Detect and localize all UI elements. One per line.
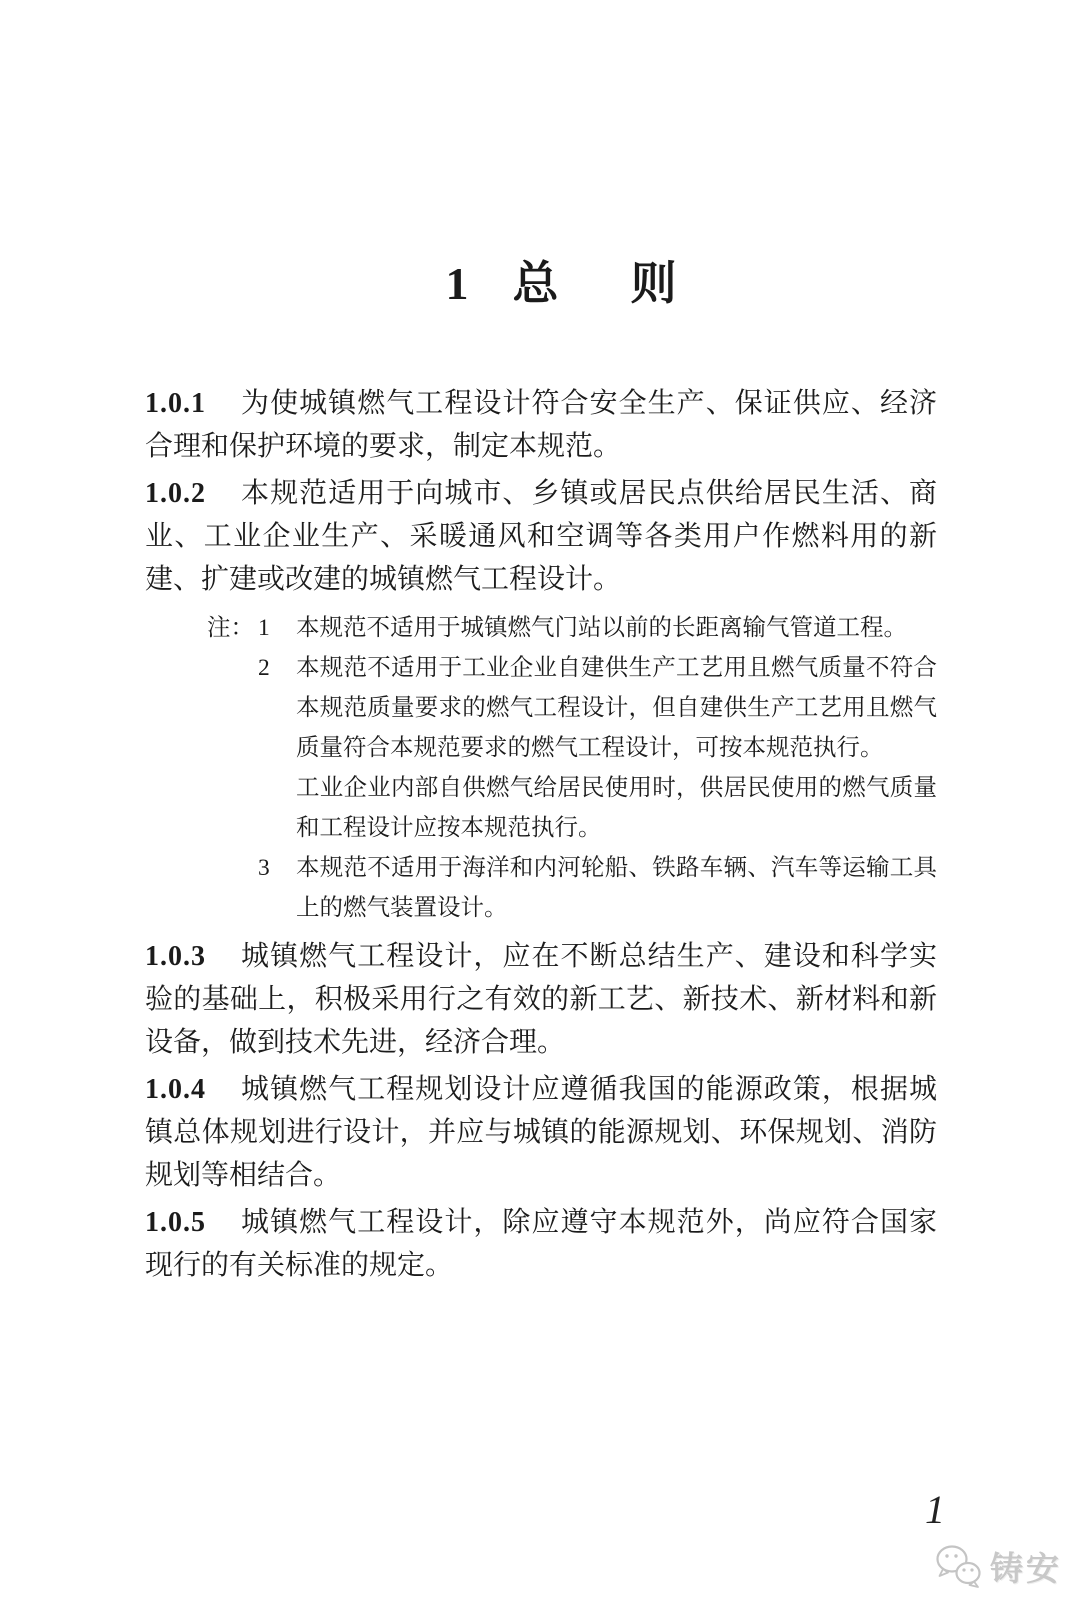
watermark [934,1543,1062,1590]
page-number: 1 [925,1487,945,1532]
clause-text: 城镇燃气工程设计，应在不断总结生产、建设和科学实验的基础上，积极采用行之有效的新工艺、新技术、新材料和新设备，做到技术先进，经济合理。 [145,941,937,1058]
clause-number: 1.0.1 [145,388,206,419]
chapter-title-char-1: 总 [512,258,559,309]
note-text: 工业企业内部自供燃气给居民使用时，供居民使用的燃气质量和工程设计应按本规范执行。 [296,775,937,841]
chapter-title-char-2: 则 [630,258,677,309]
note-item-2 [145,648,937,848]
clause-number: 1.0.5 [145,1207,206,1238]
watermark-text: 铸安 [990,1552,1062,1588]
note-number: 3 [258,855,270,881]
chapter-title [145,258,937,310]
clause-text: 为使城镇燃气工程设计符合安全生产、保证供应、经济合理和保护环境的要求，制定本规范。 [145,388,937,462]
page-content [145,258,937,1287]
clause-1-0-4 [145,1068,937,1197]
chapter-number: 1 [445,258,469,309]
wechat-icon [934,1544,984,1590]
clause-1-0-3 [145,935,937,1064]
note-item-3 [145,848,937,928]
note-text: 本规范不适用于工业企业自建供生产工艺用且燃气质量不符合本规范质量要求的燃气工程设计，但自建供生产工艺用且燃气质量符合本规范要求的燃气工程设计，可按本规范执行。 [296,655,937,761]
note-text: 本规范不适用于城镇燃气门站以前的长距离输气管道工程。 [296,615,907,641]
clause-text: 城镇燃气工程设计，除应遵守本规范外，尚应符合国家现行的有关标准的规定。 [145,1207,937,1281]
note-number: 1 [258,615,270,641]
clause-1-0-2 [145,472,937,601]
clause-text: 城镇燃气工程规划设计应遵循我国的能源政策，根据城镇总体规划进行设计，并应与城镇的能源规划、环保规划、消防规划等相结合。 [145,1074,937,1191]
notes-label: 注： [207,615,254,641]
notes-block [145,608,937,928]
clause-1-0-1 [145,382,937,468]
clause-1-0-5 [145,1201,937,1287]
note-text: 本规范不适用于海洋和内河轮船、铁路车辆、汽车等运输工具上的燃气装置设计。 [296,855,937,921]
clause-number: 1.0.4 [145,1074,206,1105]
note-number: 2 [258,655,270,681]
clause-number: 1.0.2 [145,478,206,509]
clause-text: 本规范适用于向城市、乡镇或居民点供给居民生活、商业、工业企业生产、采暖通风和空调等各类用户作燃料用的新建、扩建或改建的城镇燃气工程设计。 [145,478,937,595]
note-item-1 [145,608,937,648]
clause-number: 1.0.3 [145,941,206,972]
